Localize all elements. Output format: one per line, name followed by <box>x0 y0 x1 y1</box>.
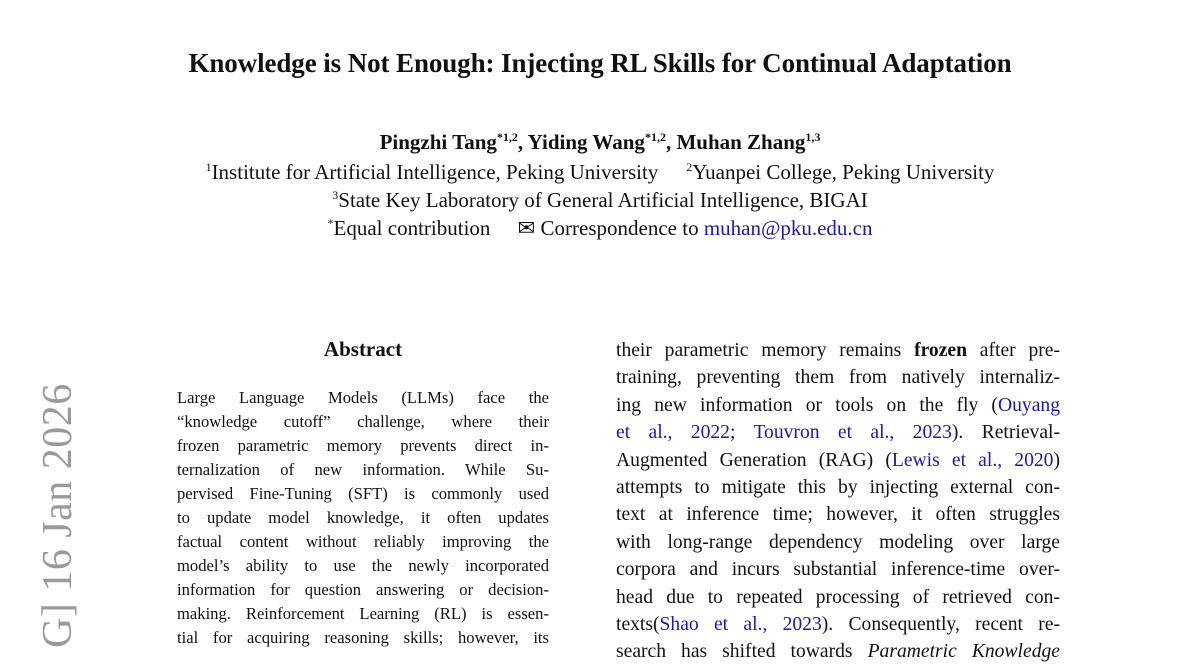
citation-link[interactable]: Lewis et al., 2020 <box>891 449 1054 471</box>
citation-link[interactable]: Touvron et al., 2023 <box>753 422 952 444</box>
envelope-icon: ✉ <box>517 216 536 240</box>
body-line: text at inference time; however, it often struggles <box>616 504 1060 526</box>
body-text: ). Consequently, recent re- <box>821 613 1060 635</box>
citation-link[interactable]: Ouyang <box>997 394 1060 416</box>
body-line <box>616 392 1060 419</box>
body-text: texts( <box>616 613 660 635</box>
body-line: corpora and incurs substantial inference-time over- <box>616 559 1060 581</box>
author-name: Yiding Wang <box>527 130 645 154</box>
abstract-heading: Abstract <box>323 337 403 361</box>
affiliation-text: Institute for Artificial Intelligence, Peking University <box>211 160 659 184</box>
abstract-line: model’s ability to use the newly incorporated <box>177 556 549 575</box>
body-text: ). Retrieval- <box>951 422 1060 444</box>
body-line: with long-range dependency modeling over large <box>616 531 1060 553</box>
intro-column <box>616 337 1060 666</box>
body-line <box>616 638 1060 665</box>
body-text: Augmented Generation (RAG) ( <box>616 449 892 471</box>
citation-link[interactable]: Shao et al., 2023 <box>659 613 822 635</box>
abstract-line: factual content without reliably improving the <box>177 532 549 551</box>
abstract-line: frozen parametric memory prevents direct in- <box>177 436 549 455</box>
affiliation-superscript: 2 <box>686 160 693 174</box>
body-line: attempts to mitigate this by injecting external con- <box>616 476 1060 498</box>
correspondence-text: Correspondence to <box>540 216 699 240</box>
abstract-line: ternalization of new information. While Su- <box>177 460 549 479</box>
affiliation-text: State Key Laboratory of General Artificial Intelligence, BIGAI <box>338 188 868 212</box>
affiliation-line-1 <box>0 160 1200 185</box>
body-line: training, preventing them from natively internaliz- <box>616 367 1060 389</box>
abstract-line: tial for acquiring reasoning skills; however, its <box>177 628 549 647</box>
affiliation-line-2 <box>0 188 1200 213</box>
abstract-line: pervised Fine-Tuning (SFT) is commonly used <box>177 484 549 503</box>
body-line <box>616 419 1060 446</box>
body-text: ; <box>729 422 754 444</box>
abstract-line: information for question answering or decision- <box>177 580 549 599</box>
body-text: ) <box>1053 449 1060 471</box>
equal-contribution-text: Equal contribution <box>333 216 491 240</box>
affiliation-line-3 <box>0 216 1200 241</box>
citation-link[interactable]: et al., 2022 <box>616 422 730 444</box>
abstract-body <box>177 386 549 650</box>
italic-term: Parametric Knowledge <box>867 641 1060 663</box>
author-name: Pingzhi Tang <box>379 130 497 154</box>
body-text: ing new information or tools on the fly ( <box>616 394 998 416</box>
author-superscript: *1,2 <box>496 130 518 144</box>
affiliation-superscript: 3 <box>332 188 339 202</box>
body-text: search has shifted towards <box>616 641 868 663</box>
author-list: Pingzhi Tang$^{*1,2}$, Yiding Wang$^{*1,2}$, Muhan Zhang$^{1,3}$ <box>379 130 821 154</box>
author-superscript: *1,2 <box>644 130 666 144</box>
body-line <box>616 447 1060 474</box>
abstract-line: making. Reinforcement Learning (RL) is essen- <box>177 604 549 623</box>
bold-term: frozen <box>914 340 968 361</box>
body-line <box>616 611 1060 638</box>
affiliation-superscript: 1 <box>205 160 212 174</box>
email-link[interactable]: muhan@pku.edu.cn <box>703 216 873 240</box>
author-name: Muhan Zhang <box>676 130 806 154</box>
abstract-line: “knowledge cutoff” challenge, where their <box>177 412 549 431</box>
body-line: head due to repeated processing of retrieved con- <box>616 586 1060 608</box>
body-text: their parametric memory remains <box>616 340 915 361</box>
body-line <box>616 337 1060 364</box>
body-text: after pre- <box>967 340 1060 361</box>
arxiv-watermark: G] 16 Jan 2026 <box>35 383 81 648</box>
paper-title: Knowledge is Not Enough: Injecting RL Skills for Continual Adaptation <box>188 48 1012 78</box>
abstract-line: Large Language Models (LLMs) face the <box>177 388 549 407</box>
equal-contribution-marker: * <box>327 216 334 230</box>
abstract-line: to update model knowledge, it often updates <box>177 508 549 527</box>
affiliation-text: Yuanpei College, Peking University <box>692 160 995 184</box>
author-superscript: 1,3 <box>805 130 821 144</box>
